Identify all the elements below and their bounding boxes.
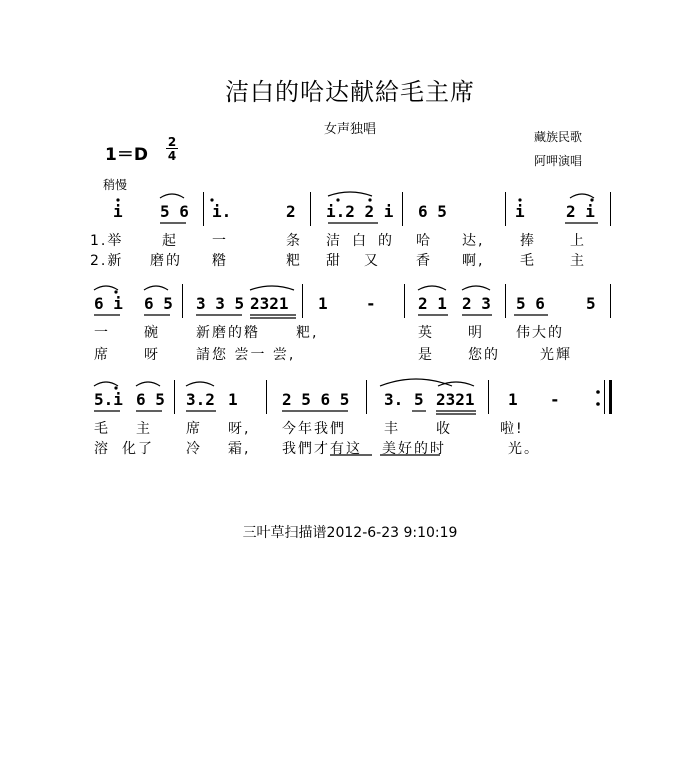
- note: 1: [318, 294, 328, 313]
- barline: [404, 284, 405, 318]
- note: 5: [586, 294, 596, 313]
- scan-footer: 三叶草扫描谱2012-6-23 9:10:19: [242, 525, 458, 541]
- lyric: 1.举: [90, 233, 124, 249]
- lyric: 磨的: [150, 253, 182, 269]
- lyric: 啦!: [500, 421, 524, 437]
- note: 3.2: [186, 390, 215, 409]
- lyric: 粑: [286, 253, 302, 269]
- barline: [203, 192, 204, 226]
- lyric: 糌: [212, 253, 228, 269]
- lyric: 2.新: [90, 253, 124, 269]
- note: 2 5 6 5: [282, 390, 350, 409]
- tempo-marking: 稍慢: [103, 178, 128, 192]
- note: 6 5: [144, 294, 173, 313]
- lyric: 溶: [94, 441, 110, 457]
- note: 5 6: [516, 294, 545, 313]
- note: 6 5: [136, 390, 165, 409]
- note: 1: [508, 390, 518, 409]
- lyric: 是: [418, 347, 434, 363]
- note: 3 3 5: [196, 294, 245, 313]
- lyric: 条: [286, 233, 302, 249]
- barline: [366, 380, 367, 414]
- note: 2: [286, 202, 296, 221]
- barline: [402, 192, 403, 226]
- key-signature: 1＝D: [105, 145, 148, 165]
- note: 6 i: [94, 294, 123, 313]
- lyric: 新磨的糌: [196, 325, 260, 341]
- time-signature-top: 2: [167, 135, 177, 149]
- lyric: 洁: [326, 233, 342, 249]
- lyric: 香: [416, 253, 432, 269]
- note: i.: [212, 202, 232, 221]
- barline: [604, 380, 605, 414]
- note: 5 6: [160, 202, 189, 221]
- note: 2 i: [566, 202, 595, 221]
- source-credit: 藏族民歌: [534, 130, 583, 144]
- lyric: 主: [136, 421, 152, 437]
- note: 2 3: [462, 294, 491, 313]
- barline: [610, 284, 611, 318]
- note: 2321: [250, 294, 289, 313]
- lyric: 哈: [416, 233, 432, 249]
- lyric: 明: [468, 325, 484, 341]
- performer-credit: 阿呷演唱: [534, 154, 583, 168]
- barline: [266, 380, 267, 414]
- lyric: 白: [352, 233, 368, 249]
- note: -: [366, 294, 376, 313]
- lyric: 毛: [520, 253, 536, 269]
- lyric: 又: [364, 253, 380, 269]
- song-title: 洁白的哈达献給毛主席: [225, 78, 475, 106]
- lyric: 起: [162, 233, 178, 249]
- barline: [505, 192, 506, 226]
- lyric: 霜,: [228, 441, 251, 457]
- note: i: [113, 202, 123, 221]
- lyric: 化了: [122, 441, 154, 457]
- note: 2 1: [418, 294, 447, 313]
- barline: [174, 380, 175, 414]
- note: 1: [228, 390, 238, 409]
- lyric: 收: [436, 421, 452, 437]
- note: i: [515, 202, 525, 221]
- lyric: 甜: [326, 253, 342, 269]
- time-signature-bottom: 4: [167, 149, 177, 163]
- barline: [505, 284, 506, 318]
- lyric: 啊,: [462, 253, 485, 269]
- lyric: 捧: [520, 233, 536, 249]
- note: 6 5: [418, 202, 447, 221]
- barline: [310, 192, 311, 226]
- lyric: 毛: [94, 421, 110, 437]
- barline: [488, 380, 489, 414]
- note: -: [550, 390, 560, 409]
- lyric: 我們才有这: [282, 441, 362, 457]
- lyric: 粑,: [296, 325, 319, 341]
- note: i.2 2 i: [326, 202, 394, 221]
- lyric: 的: [378, 233, 394, 249]
- note: 5.i: [94, 390, 123, 409]
- barline: [302, 284, 303, 318]
- lyric: 丰: [384, 421, 400, 437]
- note: 2321: [436, 390, 475, 409]
- lyric: 請您 尝一 尝,: [196, 347, 296, 363]
- lyric: 冷: [186, 441, 202, 457]
- lyric: 光。: [508, 441, 540, 457]
- lyric: 一: [212, 233, 228, 249]
- note: 5: [414, 390, 424, 409]
- performance-type: 女声独唱: [323, 122, 376, 137]
- lyric: 光輝: [540, 347, 572, 363]
- lyric: 碗: [144, 325, 160, 341]
- lyric: 主: [570, 253, 586, 269]
- lyric: 呀: [144, 347, 160, 363]
- barline: [610, 192, 611, 226]
- lyric: 席: [186, 421, 202, 437]
- lyric: 上: [570, 233, 586, 249]
- lyric: 一: [94, 325, 110, 341]
- note: 3.: [384, 390, 404, 409]
- lyric: 席: [94, 347, 110, 363]
- lyric: 呀,: [228, 421, 251, 437]
- lyric: 达,: [462, 233, 485, 249]
- lyric: 您的: [468, 347, 500, 363]
- lyric: 伟大的: [516, 325, 564, 341]
- lyric: 英: [418, 325, 434, 341]
- barline: [182, 284, 183, 318]
- lyric: 美好的时: [382, 441, 446, 457]
- lyric: 今年我們: [282, 421, 346, 437]
- final-barline: [609, 380, 612, 414]
